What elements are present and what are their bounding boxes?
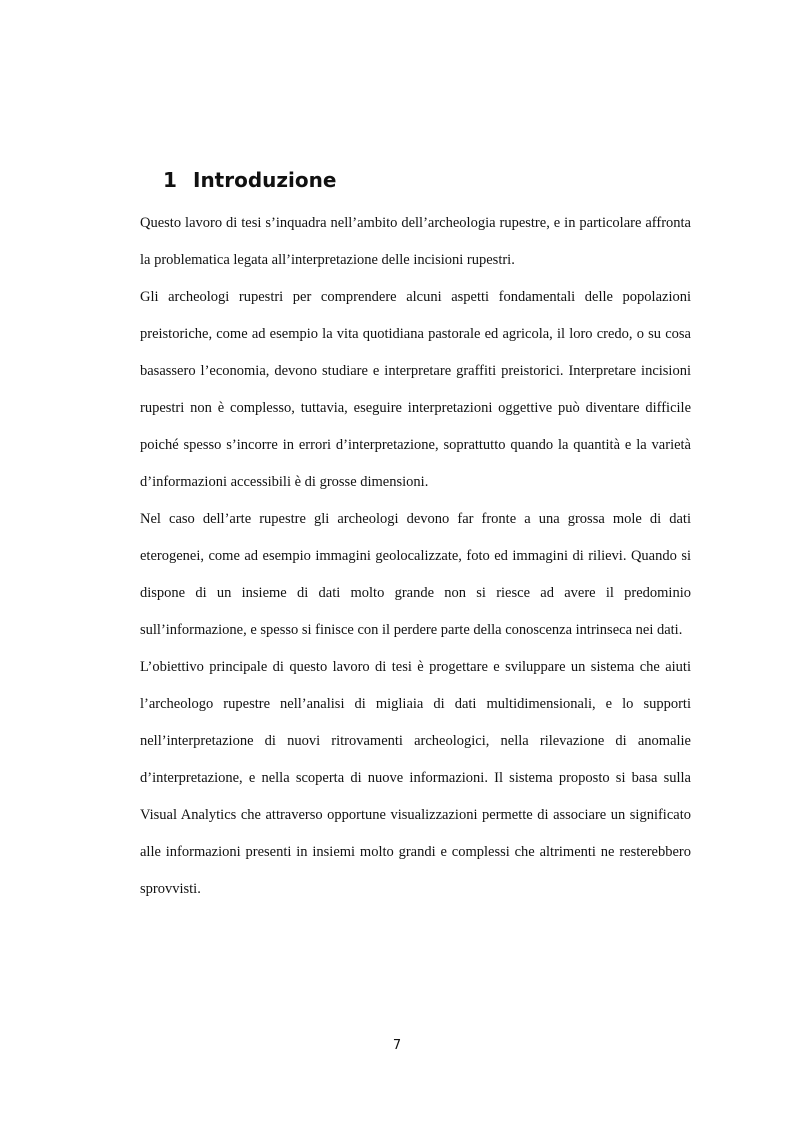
paragraph-objective: L’obiettivo principale di questo lavoro di tesi è progettare e sviluppare un sistema che aiuti l’archeologo rupestre nell’analisi di migliaia di dati multidimensionali, e lo supporti nell’interpretazione di nuovi ritrovamenti archeologici, nella rilevazione di anomalie d’interpretazione, e nella scoperta di nuove informazioni. Il sistema proposto si basa sulla Visual Analytics che attraverso opportune visualizzazioni permette di associare un significato alle informazioni presenti in insiemi molto grandi e complessi che altrimenti ne resterebbero sprovvisti. [140,659,691,897]
chapter-title: Introduzione [193,168,337,192]
body-text [140,205,691,908]
paragraph-intro: Questo lavoro di tesi s’inquadra nell’ambito dell’archeologia rupestre, e in particolare affronta la problematica legata all’interpretazione delle incisioni rupestri. [140,215,691,268]
chapter-heading [163,166,336,194]
chapter-number: 1 [163,168,177,192]
page-number: 7 [392,1038,402,1053]
paragraph-heterogeneous-data: Nel caso dell’arte rupestre gli archeologi devono far fronte a una grossa mole di dati eterogenei, come ad esempio immagini geolocalizzate, foto ed immagini di rilievi. Quando si dispone di un insieme di dati molto grande non si riesce ad avere il predominio sull’informazione, e spesso si finisce con il perdere parte della conoscenza intrinseca nei dati. [140,511,691,638]
paragraph-archaeologists: Gli archeologi rupestri per comprendere alcuni aspetti fondamentali delle popolazioni preistoriche, come ad esempio la vita quotidiana pastorale ed agricola, il loro credo, o su cosa basassero l’economia, devono studiare e interpretare graffiti preistorici. Interpretare incisioni rupestri non è complesso, tuttavia, eseguire interpretazioni oggettive può diventare difficile poiché spesso s’incorre in errori d’interpretazione, soprattutto quando la quantità e la varietà d’informazioni accessibili è di grosse dimensioni. [140,289,691,490]
